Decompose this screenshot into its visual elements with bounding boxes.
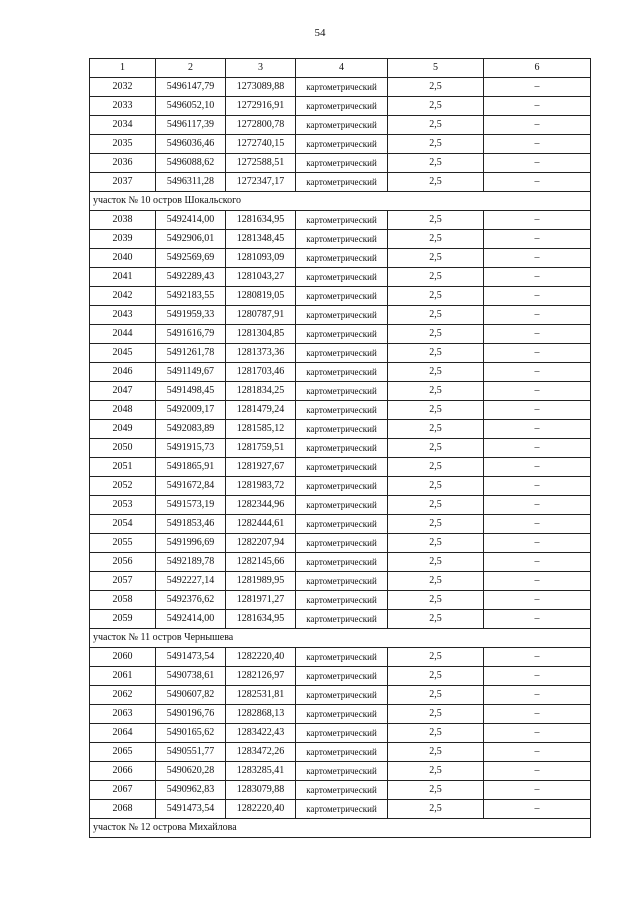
point-number-cell: 2035 (90, 135, 156, 154)
point-number-cell: 2059 (90, 610, 156, 629)
note-cell: – (484, 743, 591, 762)
note-cell: – (484, 610, 591, 629)
accuracy-cell: 2,5 (388, 572, 484, 591)
note-cell: – (484, 477, 591, 496)
accuracy-cell: 2,5 (388, 249, 484, 268)
x-coordinate-cell: 5496311,28 (156, 173, 226, 192)
accuracy-cell: 2,5 (388, 439, 484, 458)
y-coordinate-cell: 1283472,26 (226, 743, 296, 762)
y-coordinate-cell: 1282344,96 (226, 496, 296, 515)
y-coordinate-cell: 1281927,67 (226, 458, 296, 477)
y-coordinate-cell: 1280787,91 (226, 306, 296, 325)
method-cell: картометрический (296, 477, 388, 496)
table-row (90, 401, 591, 420)
y-coordinate-cell: 1283422,43 (226, 724, 296, 743)
note-cell: – (484, 667, 591, 686)
table-row (90, 230, 591, 249)
table-row (90, 496, 591, 515)
method-cell: картометрический (296, 439, 388, 458)
x-coordinate-cell: 5492414,00 (156, 211, 226, 230)
accuracy-cell: 2,5 (388, 724, 484, 743)
y-coordinate-cell: 1281989,95 (226, 572, 296, 591)
note-cell: – (484, 458, 591, 477)
y-coordinate-cell: 1281971,27 (226, 591, 296, 610)
y-coordinate-cell: 1283079,88 (226, 781, 296, 800)
point-number-cell: 2045 (90, 344, 156, 363)
note-cell: – (484, 287, 591, 306)
x-coordinate-cell: 5492183,55 (156, 287, 226, 306)
method-cell: картометрический (296, 496, 388, 515)
y-coordinate-cell: 1281585,12 (226, 420, 296, 439)
y-coordinate-cell: 1281479,24 (226, 401, 296, 420)
y-coordinate-cell: 1282126,97 (226, 667, 296, 686)
method-cell: картометрический (296, 743, 388, 762)
x-coordinate-cell: 5492289,43 (156, 268, 226, 287)
y-coordinate-cell: 1281834,25 (226, 382, 296, 401)
point-number-cell: 2055 (90, 534, 156, 553)
x-coordinate-cell: 5496147,79 (156, 78, 226, 97)
note-cell: – (484, 781, 591, 800)
method-cell: картометрический (296, 515, 388, 534)
section-title-row (90, 819, 591, 838)
method-cell: картометрический (296, 610, 388, 629)
accuracy-cell: 2,5 (388, 496, 484, 515)
point-number-cell: 2033 (90, 97, 156, 116)
accuracy-cell: 2,5 (388, 705, 484, 724)
x-coordinate-cell: 5491959,33 (156, 306, 226, 325)
y-coordinate-cell: 1281703,46 (226, 363, 296, 382)
method-cell: картометрический (296, 230, 388, 249)
section-title: участок № 10 остров Шокальского (90, 192, 591, 211)
method-cell: картометрический (296, 648, 388, 667)
note-cell: – (484, 363, 591, 382)
x-coordinate-cell: 5491996,69 (156, 534, 226, 553)
x-coordinate-cell: 5492227,14 (156, 572, 226, 591)
x-coordinate-cell: 5490196,76 (156, 705, 226, 724)
x-coordinate-cell: 5496052,10 (156, 97, 226, 116)
column-header: 6 (484, 59, 591, 78)
accuracy-cell: 2,5 (388, 458, 484, 477)
method-cell: картометрический (296, 97, 388, 116)
note-cell: – (484, 420, 591, 439)
note-cell: – (484, 496, 591, 515)
table-row (90, 211, 591, 230)
column-header: 3 (226, 59, 296, 78)
x-coordinate-cell: 5492376,62 (156, 591, 226, 610)
method-cell: картометрический (296, 154, 388, 173)
method-cell: картометрический (296, 135, 388, 154)
note-cell: – (484, 439, 591, 458)
point-number-cell: 2042 (90, 287, 156, 306)
table-row (90, 439, 591, 458)
accuracy-cell: 2,5 (388, 97, 484, 116)
table-row (90, 363, 591, 382)
point-number-cell: 2046 (90, 363, 156, 382)
table-row (90, 667, 591, 686)
table-row (90, 610, 591, 629)
y-coordinate-cell: 1281093,09 (226, 249, 296, 268)
point-number-cell: 2054 (90, 515, 156, 534)
table-row (90, 705, 591, 724)
table-row (90, 743, 591, 762)
point-number-cell: 2034 (90, 116, 156, 135)
x-coordinate-cell: 5491498,45 (156, 382, 226, 401)
accuracy-cell: 2,5 (388, 363, 484, 382)
note-cell: – (484, 173, 591, 192)
y-coordinate-cell: 1282868,13 (226, 705, 296, 724)
method-cell: картометрический (296, 173, 388, 192)
note-cell: – (484, 230, 591, 249)
point-number-cell: 2040 (90, 249, 156, 268)
method-cell: картометрический (296, 420, 388, 439)
y-coordinate-cell: 1281634,95 (226, 610, 296, 629)
y-coordinate-cell: 1281043,27 (226, 268, 296, 287)
accuracy-cell: 2,5 (388, 591, 484, 610)
point-number-cell: 2047 (90, 382, 156, 401)
accuracy-cell: 2,5 (388, 287, 484, 306)
point-number-cell: 2053 (90, 496, 156, 515)
y-coordinate-cell: 1281983,72 (226, 477, 296, 496)
accuracy-cell: 2,5 (388, 401, 484, 420)
table-row (90, 344, 591, 363)
y-coordinate-cell: 1281373,36 (226, 344, 296, 363)
method-cell: картометрический (296, 800, 388, 819)
y-coordinate-cell: 1272347,17 (226, 173, 296, 192)
point-number-cell: 2044 (90, 325, 156, 344)
y-coordinate-cell: 1281304,85 (226, 325, 296, 344)
x-coordinate-cell: 5496088,62 (156, 154, 226, 173)
note-cell: – (484, 534, 591, 553)
table-row (90, 724, 591, 743)
x-coordinate-cell: 5490607,82 (156, 686, 226, 705)
y-coordinate-cell: 1282145,66 (226, 553, 296, 572)
table-row (90, 515, 591, 534)
y-coordinate-cell: 1282207,94 (226, 534, 296, 553)
x-coordinate-cell: 5491473,54 (156, 800, 226, 819)
point-number-cell: 2061 (90, 667, 156, 686)
accuracy-cell: 2,5 (388, 344, 484, 363)
table-row (90, 800, 591, 819)
point-number-cell: 2036 (90, 154, 156, 173)
point-number-cell: 2051 (90, 458, 156, 477)
accuracy-cell: 2,5 (388, 800, 484, 819)
y-coordinate-cell: 1273089,88 (226, 78, 296, 97)
y-coordinate-cell: 1282531,81 (226, 686, 296, 705)
accuracy-cell: 2,5 (388, 230, 484, 249)
accuracy-cell: 2,5 (388, 306, 484, 325)
table-row (90, 135, 591, 154)
method-cell: картометрический (296, 591, 388, 610)
x-coordinate-cell: 5491672,84 (156, 477, 226, 496)
note-cell: – (484, 325, 591, 344)
x-coordinate-cell: 5491149,67 (156, 363, 226, 382)
method-cell: картометрический (296, 705, 388, 724)
note-cell: – (484, 591, 591, 610)
method-cell: картометрический (296, 724, 388, 743)
note-cell: – (484, 705, 591, 724)
y-coordinate-cell: 1281348,45 (226, 230, 296, 249)
point-number-cell: 2066 (90, 762, 156, 781)
x-coordinate-cell: 5492569,69 (156, 249, 226, 268)
y-coordinate-cell: 1282220,40 (226, 648, 296, 667)
accuracy-cell: 2,5 (388, 686, 484, 705)
accuracy-cell: 2,5 (388, 553, 484, 572)
note-cell: – (484, 97, 591, 116)
note-cell: – (484, 154, 591, 173)
note-cell: – (484, 686, 591, 705)
method-cell: картометрический (296, 667, 388, 686)
method-cell: картометрический (296, 762, 388, 781)
table-row (90, 116, 591, 135)
column-header: 4 (296, 59, 388, 78)
accuracy-cell: 2,5 (388, 173, 484, 192)
table-row (90, 287, 591, 306)
section-title-row (90, 629, 591, 648)
accuracy-cell: 2,5 (388, 78, 484, 97)
accuracy-cell: 2,5 (388, 515, 484, 534)
x-coordinate-cell: 5491853,46 (156, 515, 226, 534)
table-row (90, 173, 591, 192)
accuracy-cell: 2,5 (388, 667, 484, 686)
point-number-cell: 2048 (90, 401, 156, 420)
note-cell: – (484, 724, 591, 743)
section-title-row (90, 192, 591, 211)
accuracy-cell: 2,5 (388, 325, 484, 344)
method-cell: картометрический (296, 458, 388, 477)
method-cell: картометрический (296, 306, 388, 325)
point-number-cell: 2058 (90, 591, 156, 610)
point-number-cell: 2038 (90, 211, 156, 230)
table-row (90, 306, 591, 325)
y-coordinate-cell: 1272588,51 (226, 154, 296, 173)
table-row (90, 648, 591, 667)
method-cell: картометрический (296, 382, 388, 401)
x-coordinate-cell: 5491473,54 (156, 648, 226, 667)
method-cell: картометрический (296, 325, 388, 344)
table-row (90, 249, 591, 268)
x-coordinate-cell: 5490738,61 (156, 667, 226, 686)
method-cell: картометрический (296, 534, 388, 553)
method-cell: картометрический (296, 211, 388, 230)
table-row (90, 477, 591, 496)
x-coordinate-cell: 5492083,89 (156, 420, 226, 439)
note-cell: – (484, 401, 591, 420)
point-number-cell: 2052 (90, 477, 156, 496)
table-row (90, 382, 591, 401)
note-cell: – (484, 800, 591, 819)
table-row (90, 686, 591, 705)
x-coordinate-cell: 5492414,00 (156, 610, 226, 629)
accuracy-cell: 2,5 (388, 781, 484, 800)
x-coordinate-cell: 5492906,01 (156, 230, 226, 249)
point-number-cell: 2062 (90, 686, 156, 705)
x-coordinate-cell: 5491865,91 (156, 458, 226, 477)
x-coordinate-cell: 5491915,73 (156, 439, 226, 458)
x-coordinate-cell: 5490551,77 (156, 743, 226, 762)
note-cell: – (484, 553, 591, 572)
table-row (90, 553, 591, 572)
x-coordinate-cell: 5490620,28 (156, 762, 226, 781)
accuracy-cell: 2,5 (388, 382, 484, 401)
method-cell: картометрический (296, 572, 388, 591)
accuracy-cell: 2,5 (388, 610, 484, 629)
note-cell: – (484, 249, 591, 268)
note-cell: – (484, 78, 591, 97)
point-number-cell: 2050 (90, 439, 156, 458)
y-coordinate-cell: 1281759,51 (226, 439, 296, 458)
accuracy-cell: 2,5 (388, 648, 484, 667)
accuracy-cell: 2,5 (388, 420, 484, 439)
point-number-cell: 2037 (90, 173, 156, 192)
section-title: участок № 12 острова Михайлова (90, 819, 591, 838)
point-number-cell: 2049 (90, 420, 156, 439)
method-cell: картометрический (296, 249, 388, 268)
table-row (90, 458, 591, 477)
point-number-cell: 2065 (90, 743, 156, 762)
table-row (90, 591, 591, 610)
note-cell: – (484, 515, 591, 534)
point-number-cell: 2041 (90, 268, 156, 287)
column-header: 1 (90, 59, 156, 78)
column-header: 5 (388, 59, 484, 78)
accuracy-cell: 2,5 (388, 154, 484, 173)
accuracy-cell: 2,5 (388, 116, 484, 135)
note-cell: – (484, 344, 591, 363)
accuracy-cell: 2,5 (388, 762, 484, 781)
note-cell: – (484, 382, 591, 401)
column-header: 2 (156, 59, 226, 78)
method-cell: картометрический (296, 686, 388, 705)
table-row (90, 325, 591, 344)
x-coordinate-cell: 5492009,17 (156, 401, 226, 420)
point-number-cell: 2063 (90, 705, 156, 724)
method-cell: картометрический (296, 78, 388, 97)
section-title: участок № 11 остров Чернышева (90, 629, 591, 648)
point-number-cell: 2056 (90, 553, 156, 572)
table-header-row (90, 59, 591, 78)
table-row (90, 268, 591, 287)
note-cell: – (484, 116, 591, 135)
note-cell: – (484, 762, 591, 781)
y-coordinate-cell: 1281634,95 (226, 211, 296, 230)
accuracy-cell: 2,5 (388, 477, 484, 496)
table-row (90, 781, 591, 800)
method-cell: картометрический (296, 268, 388, 287)
point-number-cell: 2068 (90, 800, 156, 819)
x-coordinate-cell: 5491573,19 (156, 496, 226, 515)
method-cell: картометрический (296, 401, 388, 420)
table-row (90, 572, 591, 591)
x-coordinate-cell: 5496036,46 (156, 135, 226, 154)
point-number-cell: 2064 (90, 724, 156, 743)
x-coordinate-cell: 5496117,39 (156, 116, 226, 135)
table-row (90, 762, 591, 781)
y-coordinate-cell: 1282444,61 (226, 515, 296, 534)
note-cell: – (484, 211, 591, 230)
table-row (90, 78, 591, 97)
table-row (90, 420, 591, 439)
y-coordinate-cell: 1282220,40 (226, 800, 296, 819)
method-cell: картометрический (296, 287, 388, 306)
x-coordinate-cell: 5490165,62 (156, 724, 226, 743)
point-number-cell: 2032 (90, 78, 156, 97)
y-coordinate-cell: 1283285,41 (226, 762, 296, 781)
x-coordinate-cell: 5490962,83 (156, 781, 226, 800)
accuracy-cell: 2,5 (388, 211, 484, 230)
accuracy-cell: 2,5 (388, 743, 484, 762)
x-coordinate-cell: 5491261,78 (156, 344, 226, 363)
point-number-cell: 2039 (90, 230, 156, 249)
accuracy-cell: 2,5 (388, 268, 484, 287)
table-row (90, 534, 591, 553)
table-row (90, 97, 591, 116)
page-number: 54 (314, 27, 326, 39)
note-cell: – (484, 572, 591, 591)
method-cell: картометрический (296, 363, 388, 382)
coordinates-table (89, 58, 591, 838)
note-cell: – (484, 648, 591, 667)
y-coordinate-cell: 1272916,91 (226, 97, 296, 116)
point-number-cell: 2057 (90, 572, 156, 591)
method-cell: картометрический (296, 116, 388, 135)
method-cell: картометрический (296, 781, 388, 800)
accuracy-cell: 2,5 (388, 135, 484, 154)
table-row (90, 154, 591, 173)
y-coordinate-cell: 1272740,15 (226, 135, 296, 154)
method-cell: картометрический (296, 553, 388, 572)
note-cell: – (484, 135, 591, 154)
y-coordinate-cell: 1272800,78 (226, 116, 296, 135)
x-coordinate-cell: 5491616,79 (156, 325, 226, 344)
point-number-cell: 2060 (90, 648, 156, 667)
accuracy-cell: 2,5 (388, 534, 484, 553)
x-coordinate-cell: 5492189,78 (156, 553, 226, 572)
point-number-cell: 2043 (90, 306, 156, 325)
point-number-cell: 2067 (90, 781, 156, 800)
y-coordinate-cell: 1280819,05 (226, 287, 296, 306)
method-cell: картометрический (296, 344, 388, 363)
note-cell: – (484, 306, 591, 325)
note-cell: – (484, 268, 591, 287)
